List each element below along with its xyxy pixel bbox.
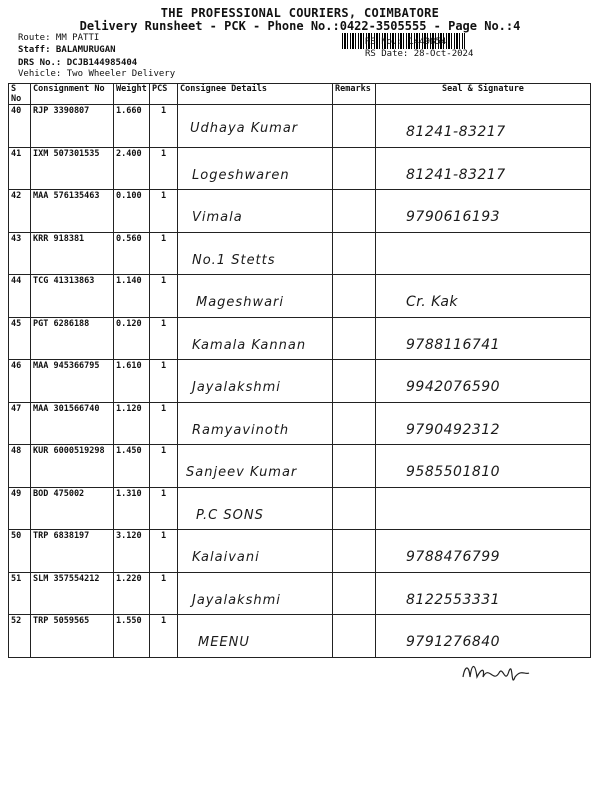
table-row bbox=[9, 615, 591, 658]
header-remarks: Remarks bbox=[333, 84, 376, 105]
handwritten-signature: Cr. Kak bbox=[406, 294, 459, 310]
cell-signature bbox=[376, 402, 591, 445]
handwritten-signature: 9790616193 bbox=[406, 209, 501, 225]
cell-weight: 1.310 bbox=[114, 487, 150, 530]
cell-sno: 50 bbox=[9, 530, 31, 573]
cell-consignee bbox=[178, 275, 333, 318]
cell-signature bbox=[376, 190, 591, 233]
handwritten-name: MEENU bbox=[198, 635, 250, 650]
table-row bbox=[9, 360, 591, 403]
cell-weight: 3.120 bbox=[114, 530, 150, 573]
cell-signature bbox=[376, 317, 591, 360]
cell-weight: 1.550 bbox=[114, 615, 150, 658]
cell-consignment: PGT 6286188 bbox=[31, 317, 114, 360]
header-consignment: Consignment No bbox=[31, 84, 114, 105]
cell-consignee bbox=[178, 615, 333, 658]
handwritten-name: Sanjeev Kumar bbox=[186, 465, 298, 480]
cell-consignment: KUR 6000519298 bbox=[31, 445, 114, 488]
table-row bbox=[9, 530, 591, 573]
header-pcs: PCS bbox=[150, 84, 178, 105]
cell-signature bbox=[376, 275, 591, 318]
cell-pcs: 1 bbox=[150, 445, 178, 488]
handwritten-name: Kalaivani bbox=[192, 550, 260, 565]
cell-consignee bbox=[178, 445, 333, 488]
cell-weight: 1.120 bbox=[114, 402, 150, 445]
cell-consignee bbox=[178, 360, 333, 403]
cell-consignee bbox=[178, 147, 333, 190]
table-header-row bbox=[9, 84, 591, 105]
cell-consignee bbox=[178, 105, 333, 148]
table-row bbox=[9, 190, 591, 233]
cell-sno: 45 bbox=[9, 317, 31, 360]
cell-consignment: BOD 475002 bbox=[31, 487, 114, 530]
cell-pcs: 1 bbox=[150, 105, 178, 148]
cell-weight: 1.450 bbox=[114, 445, 150, 488]
cell-consignment: MAA 945366795 bbox=[31, 360, 114, 403]
handwritten-name: P.C SONS bbox=[196, 507, 264, 523]
table-row bbox=[9, 572, 591, 615]
table-row bbox=[9, 317, 591, 360]
cell-remarks bbox=[333, 232, 376, 275]
header-sno: S No bbox=[9, 84, 31, 105]
handwritten-signature: 9788116741 bbox=[406, 336, 501, 353]
handwritten-signature: 8122553331 bbox=[406, 591, 501, 608]
cell-pcs: 1 bbox=[150, 615, 178, 658]
handwritten-name: No.1 Stetts bbox=[192, 252, 276, 268]
table-row bbox=[9, 487, 591, 530]
handwritten-signature: 9585501810 bbox=[406, 464, 501, 480]
handwritten-name: Udhaya Kumar bbox=[190, 121, 299, 136]
cell-signature bbox=[376, 445, 591, 488]
header-signature: Seal & Signature bbox=[376, 84, 591, 105]
company-title: THE PROFESSIONAL COURIERS, COIMBATORE bbox=[160, 6, 440, 20]
cell-pcs: 1 bbox=[150, 402, 178, 445]
cell-remarks bbox=[333, 317, 376, 360]
cell-remarks bbox=[333, 275, 376, 318]
cell-signature bbox=[376, 487, 591, 530]
cell-sno: 44 bbox=[9, 275, 31, 318]
cell-weight: 1.610 bbox=[114, 360, 150, 403]
rs-date: RS Date: 28-Oct-2024 bbox=[365, 49, 474, 59]
handwritten-signature: 9791276840 bbox=[406, 634, 501, 650]
cell-pcs: 1 bbox=[150, 487, 178, 530]
cell-consignee bbox=[178, 402, 333, 445]
cell-consignment: MAA 301566740 bbox=[31, 402, 114, 445]
handwritten-signature: 81241-83217 bbox=[406, 166, 506, 183]
cell-signature bbox=[376, 147, 591, 190]
cell-remarks bbox=[333, 105, 376, 148]
cell-weight: 0.100 bbox=[114, 190, 150, 233]
cell-pcs: 1 bbox=[150, 572, 178, 615]
cell-sno: 48 bbox=[9, 445, 31, 488]
cell-remarks bbox=[333, 190, 376, 233]
cell-consignment: MAA 576135463 bbox=[31, 190, 114, 233]
route: Route: MM PATTI bbox=[18, 33, 100, 43]
handwritten-signature: 9788476799 bbox=[406, 549, 501, 565]
cell-consignee bbox=[178, 487, 333, 530]
cell-sno: 43 bbox=[9, 232, 31, 275]
cell-pcs: 1 bbox=[150, 530, 178, 573]
handwritten-name: Mageshwari bbox=[196, 295, 284, 310]
cell-sno: 49 bbox=[9, 487, 31, 530]
header-consignee: Consignee Details bbox=[178, 84, 333, 105]
cell-sno: 42 bbox=[9, 190, 31, 233]
cell-signature bbox=[376, 105, 591, 148]
handwritten-name: Kamala Kannan bbox=[192, 337, 307, 353]
drs-number: DRS No.: DCJB144985404 bbox=[18, 58, 138, 68]
cell-sno: 52 bbox=[9, 615, 31, 658]
cell-weight: 1.660 bbox=[114, 105, 150, 148]
cell-remarks bbox=[333, 615, 376, 658]
table-row bbox=[9, 445, 591, 488]
cell-consignment: TRP 5059565 bbox=[31, 615, 114, 658]
cell-pcs: 1 bbox=[150, 190, 178, 233]
runsheet-title: Delivery Runsheet - PCK - Phone No.:0422-3505555 - Page No.:4 bbox=[79, 19, 521, 33]
cell-remarks bbox=[333, 402, 376, 445]
handwritten-signature: 9942076590 bbox=[406, 379, 501, 395]
cell-remarks bbox=[333, 147, 376, 190]
cell-remarks bbox=[333, 360, 376, 403]
cell-consignment: KRR 918381 bbox=[31, 232, 114, 275]
supervisor-signature bbox=[455, 655, 565, 695]
cell-signature bbox=[376, 572, 591, 615]
staff: Staff: BALAMURUGAN bbox=[18, 45, 116, 55]
cell-signature bbox=[376, 232, 591, 275]
cell-consignment: SLM 357554212 bbox=[31, 572, 114, 615]
cell-remarks bbox=[333, 530, 376, 573]
cell-consignment: TCG 41313863 bbox=[31, 275, 114, 318]
cell-consignee bbox=[178, 190, 333, 233]
cell-weight: 0.120 bbox=[114, 317, 150, 360]
cell-pcs: 1 bbox=[150, 360, 178, 403]
cell-weight: 1.140 bbox=[114, 275, 150, 318]
handwritten-name: Logeshwaren bbox=[192, 167, 290, 183]
cell-weight: 1.220 bbox=[114, 572, 150, 615]
table-row bbox=[9, 232, 591, 275]
handwritten-name: Ramyavinoth bbox=[192, 422, 290, 438]
cell-sno: 41 bbox=[9, 147, 31, 190]
cell-weight: 2.400 bbox=[114, 147, 150, 190]
cell-remarks bbox=[333, 572, 376, 615]
cell-pcs: 1 bbox=[150, 232, 178, 275]
handwritten-name: Vimala bbox=[192, 210, 243, 225]
cell-pcs: 1 bbox=[150, 317, 178, 360]
cell-consignment: IXM 507301535 bbox=[31, 147, 114, 190]
cell-sno: 40 bbox=[9, 105, 31, 148]
table-row bbox=[9, 275, 591, 318]
handwritten-signature: 81241-83217 bbox=[406, 124, 506, 140]
table-row bbox=[9, 147, 591, 190]
runsheet-table bbox=[8, 83, 591, 658]
cell-sno: 46 bbox=[9, 360, 31, 403]
cell-sno: 47 bbox=[9, 402, 31, 445]
cell-consignee bbox=[178, 232, 333, 275]
cell-remarks bbox=[333, 487, 376, 530]
cell-remarks bbox=[333, 445, 376, 488]
vehicle: Vehicle: Two Wheeler Delivery bbox=[18, 69, 176, 79]
cell-weight: 0.560 bbox=[114, 232, 150, 275]
cell-consignment: RJP 3390807 bbox=[31, 105, 114, 148]
cell-signature bbox=[376, 360, 591, 403]
header-weight: Weight bbox=[114, 84, 150, 105]
cell-signature bbox=[376, 530, 591, 573]
cell-sno: 51 bbox=[9, 572, 31, 615]
handwritten-name: Jayalakshmi bbox=[192, 380, 281, 395]
rs-number: RS No.: 1449854 bbox=[365, 37, 447, 47]
cell-signature bbox=[376, 615, 591, 658]
cell-consignment: TRP 6838197 bbox=[31, 530, 114, 573]
cell-pcs: 1 bbox=[150, 147, 178, 190]
handwritten-signature: 9790492312 bbox=[406, 421, 501, 438]
table-row bbox=[9, 105, 591, 148]
cell-consignee bbox=[178, 530, 333, 573]
cell-pcs: 1 bbox=[150, 275, 178, 318]
cell-consignee bbox=[178, 572, 333, 615]
cell-consignee bbox=[178, 317, 333, 360]
handwritten-name: Jayalakshmi bbox=[192, 592, 281, 608]
table-row bbox=[9, 402, 591, 445]
